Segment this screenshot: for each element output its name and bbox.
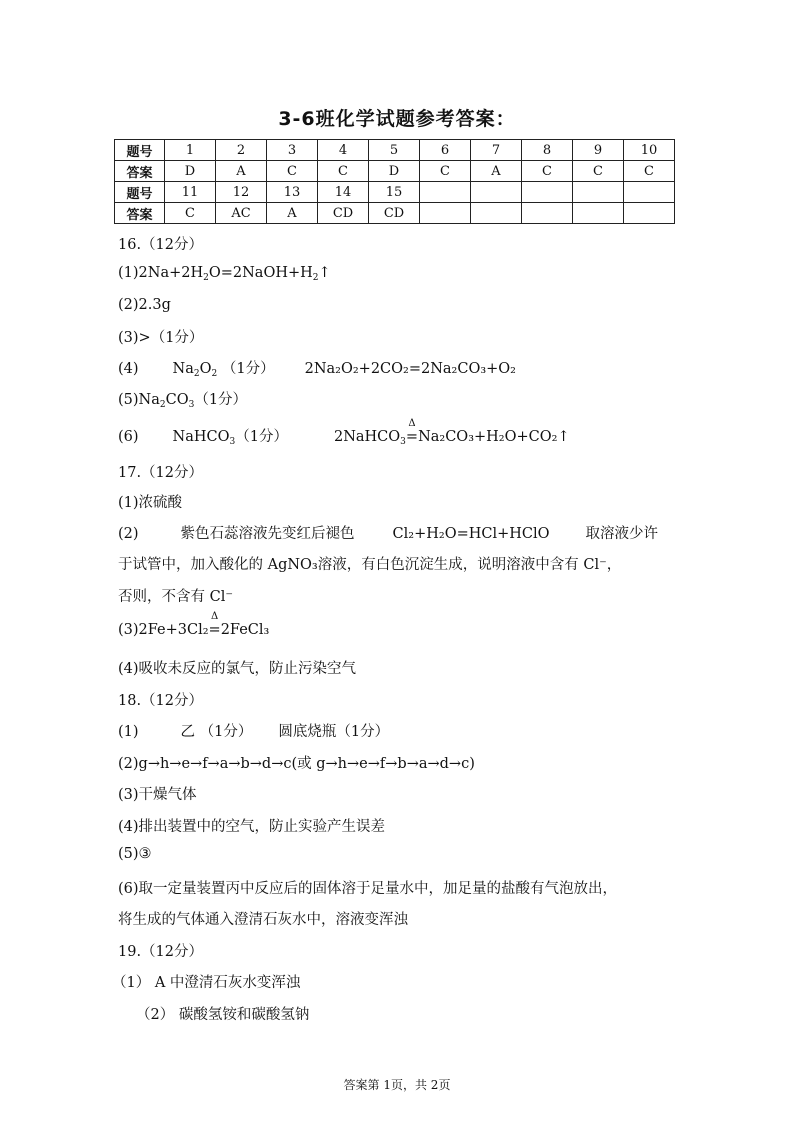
table-cell: 12 — [216, 182, 267, 203]
q16-part5: $(5)Na_2CO_3(1$分） — [118, 392, 248, 410]
q19-header: 19.（12分） — [118, 944, 204, 960]
table-row — [115, 140, 675, 161]
q18-header: 18.（12分） — [118, 693, 204, 709]
row-label: 题号 — [115, 182, 165, 203]
table-cell: A — [216, 161, 267, 182]
q17-header: 17.（12分） — [118, 465, 204, 481]
table-cell: D — [165, 161, 216, 182]
q18-part6-line1: (6)取一定量装置丙中反应后的固体溶于足量水中，加足量的盐酸有气泡放出， — [118, 881, 618, 897]
table-row — [115, 182, 675, 203]
table-cell: C — [267, 161, 318, 182]
table-cell: C — [318, 161, 369, 182]
table-cell: 3 — [267, 140, 318, 161]
q19-part2: （2） 碳酸氢铵和碳酸氢钠 — [136, 1007, 310, 1023]
table-cell: D — [369, 161, 420, 182]
table-cell: 10 — [624, 140, 675, 161]
q16-part6: (6) NaHCO$_3$（1分） 2NaHCO$_3$ Δ =Na₂CO₃+H₂O+CO₂↑ — [118, 418, 570, 447]
table-cell — [420, 182, 471, 203]
q16-equation-4: 2Na₂O₂+2CO₂=2Na₂CO₃+O₂ — [304, 361, 516, 377]
table-cell — [573, 203, 624, 224]
table-cell: CD — [318, 203, 369, 224]
heat-symbol: Δ = — [208, 611, 221, 638]
table-cell: 2 — [216, 140, 267, 161]
table-cell: A — [471, 161, 522, 182]
table-row — [115, 203, 675, 224]
q16-header: 16.（12分） — [118, 237, 204, 253]
table-cell: 5 — [369, 140, 420, 161]
table-cell: 8 — [522, 140, 573, 161]
page-title: 3-6班化学试题参考答案： — [278, 108, 516, 130]
q17-part4: (4)吸收未反应的氯气，防止污染空气 — [118, 661, 357, 677]
table-cell: 13 — [267, 182, 318, 203]
q16-part3: (3)>（1分） — [118, 330, 204, 346]
q18-part3: (3)干燥气体 — [118, 787, 197, 803]
table-cell — [624, 182, 675, 203]
table-cell: 6 — [420, 140, 471, 161]
table-cell: AC — [216, 203, 267, 224]
table-cell — [522, 182, 573, 203]
table-cell: C — [165, 203, 216, 224]
table-cell: 1 — [165, 140, 216, 161]
row-label: 答案 — [115, 161, 165, 182]
table-cell: 7 — [471, 140, 522, 161]
table-cell: C — [573, 161, 624, 182]
q18-part4: (4)排出装置中的空气，防止实验产生误差 — [118, 819, 386, 835]
q16-part2: (2)2.3g — [118, 297, 171, 313]
table-cell: C — [420, 161, 471, 182]
table-cell: 11 — [165, 182, 216, 203]
table-cell — [471, 203, 522, 224]
q18-part5: (5)③ — [118, 846, 152, 862]
row-label: 答案 — [115, 203, 165, 224]
row-label: 题号 — [115, 140, 165, 161]
table-cell: CD — [369, 203, 420, 224]
table-row — [115, 161, 675, 182]
q16-part4: (4) $Na_2O_2$ （1分） 2Na₂O₂+2CO₂=2Na₂CO₃+O₂ — [118, 361, 516, 379]
q17-part2-line3: 否则，不含有 Cl⁻ — [118, 589, 233, 605]
q17-part2-line2: 于试管中，加入酸化的 AgNO₃溶液，有白色沉淀生成，说明溶液中含有 Cl⁻， — [118, 557, 622, 573]
q17-part3: (3)2Fe+3Cl₂ Δ =2FeCl₃ — [118, 611, 270, 638]
q18-part2: (2)g→h→e→f→a→b→d→c(或 g→h→e→f→b→a→d→c) — [118, 756, 475, 772]
table-cell — [624, 203, 675, 224]
q17-part2: (2) 紫色石蕊溶液先变红后褪色 Cl₂+H₂O=HCl+HClO 取溶液少许 — [118, 526, 659, 542]
table-cell — [471, 182, 522, 203]
table-cell: A — [267, 203, 318, 224]
q17-part1: (1)浓硫酸 — [118, 495, 183, 511]
table-cell — [573, 182, 624, 203]
table-cell — [420, 203, 471, 224]
q16-part1: $(1)2Na+2H_2O=2NaOH+H_2↑$ — [118, 265, 331, 283]
table-cell: 15 — [369, 182, 420, 203]
page-footer: 答案第 1页，共 2页 — [343, 1078, 451, 1092]
q18-part6-line2: 将生成的气体通入澄清石灰水中，溶液变浑浊 — [118, 912, 408, 928]
answer-table — [114, 139, 675, 224]
q19-part1: （1） A 中澄清石灰水变浑浊 — [112, 975, 301, 991]
heat-symbol: Δ = — [405, 418, 419, 445]
q18-part1: (1) 乙 （1分） 圆底烧瓶（1分） — [118, 724, 390, 740]
table-cell: C — [624, 161, 675, 182]
table-cell — [522, 203, 573, 224]
table-cell: 4 — [318, 140, 369, 161]
table-cell: 14 — [318, 182, 369, 203]
table-cell: C — [522, 161, 573, 182]
table-cell: 9 — [573, 140, 624, 161]
